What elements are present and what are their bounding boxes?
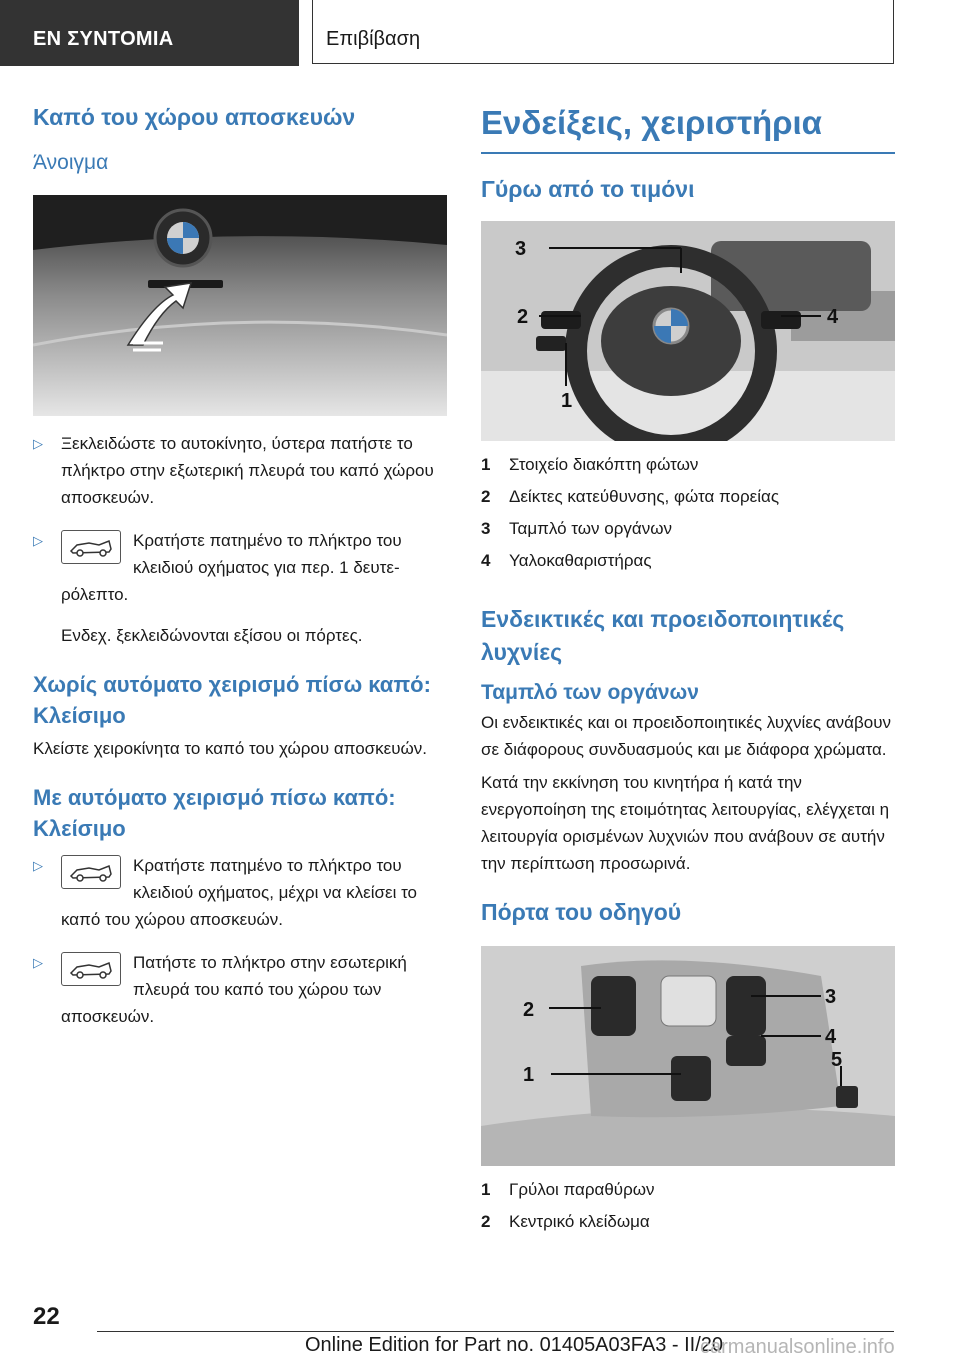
warning-lights-subtitle: Ενδεικτικές και προειδοποιητικές λυχνίες xyxy=(481,605,845,665)
list-item: 2 Κεντρικό κλείδωμα xyxy=(481,1211,650,1231)
step-auto-close-key xyxy=(33,852,447,933)
driver-door-photo xyxy=(481,946,895,1166)
trunk-photo xyxy=(33,195,447,416)
triangle-bullet-icon: ▷ xyxy=(33,436,43,451)
door-callout-5: 5 xyxy=(831,1048,843,1071)
steering-wheel-illustration xyxy=(481,221,895,441)
steering-wheel-subtitle: Γύρω από το τιμόνι xyxy=(481,175,695,202)
footer-rule xyxy=(97,1331,894,1332)
trunk-title: Καπό του χώρου αποσκευών xyxy=(33,104,356,130)
car-trunk-key-icon xyxy=(61,530,121,564)
car-trunk-button-icon xyxy=(61,952,121,986)
triangle-bullet-icon: ▷ xyxy=(33,533,43,548)
driver-door-subtitle: Πόρτα του οδηγού xyxy=(481,898,682,925)
step-key-hold-text: Κρατήστε πατημένο το πλήκτρο του κλειδιού οχήματος για περ. 1 δευτερόλεπτο. xyxy=(61,531,402,604)
triangle-bullet-icon: ▷ xyxy=(33,955,43,970)
steering-wheel-legend xyxy=(481,453,895,581)
wheel-callout-2: 2 xyxy=(517,305,529,328)
trunk-illustration xyxy=(33,195,447,416)
triangle-bullet-icon: ▷ xyxy=(33,858,43,873)
list-item: 3 Ταμπλό των οργάνων xyxy=(481,518,672,538)
list-item: 2 Δείκτες κατεύθυνσης, φώτα πορείας xyxy=(481,486,780,506)
door-callout-4: 4 xyxy=(825,1025,837,1048)
page-number: 22 xyxy=(33,1303,60,1330)
list-item: 1 Στοιχείο διακόπτη φώτων xyxy=(481,454,699,474)
lights-paragraph-1: Οι ενδεικτικές και οι προειδοποιητικές λυχνίες ανάβουν σε διάφορους συνδυασμούς και με διάφορα χρώματα. xyxy=(481,712,892,759)
door-callout-2: 2 xyxy=(523,998,535,1021)
door-callout-1: 1 xyxy=(523,1063,535,1086)
step-unlock xyxy=(33,430,447,511)
manual-close-text: Κλείστε χειροκίνητα το καπό του χώρου αποσκευών. xyxy=(33,739,428,758)
wheel-callout-4: 4 xyxy=(827,305,839,328)
wheel-callout-1: 1 xyxy=(561,389,573,412)
auto-close-title: Με αυτόματο χειρισμό πίσω καπό: Κλείσιμο xyxy=(33,785,396,841)
step-auto-close-button xyxy=(33,949,447,1030)
manual-close-title: Χωρίς αυτόματο χειρισμό πίσω καπό: Κλείσιμο xyxy=(33,672,431,728)
left-column xyxy=(33,100,447,1030)
watermark-text: carmanualsonline.info xyxy=(700,1336,895,1358)
car-trunk-key-icon xyxy=(61,855,121,889)
right-column xyxy=(481,100,895,1242)
driver-door-legend xyxy=(481,1178,895,1242)
driver-door-illustration xyxy=(481,946,895,1166)
chapter-tab-label: Επιβίβαση xyxy=(326,28,421,50)
section-tab-label: ΕΝ ΣΥΝΤΟΜΙΑ xyxy=(33,28,174,50)
step-unlock-text: Ξεκλειδώστε το αυτοκίνητο, ύστερα πατήστε το πλήκτρο στην εξωτερική πλευρά του καπό χώρου αποσκευών. xyxy=(61,434,434,507)
steering-wheel-photo xyxy=(481,221,895,441)
section-tab[interactable] xyxy=(0,0,299,66)
controls-title: Ενδείξεις, χειριστήρια xyxy=(481,104,822,141)
doors-unlock-note: Ενδεχ. ξεκλειδώνονται εξίσου οι πόρτες. xyxy=(61,626,363,645)
chapter-tab[interactable] xyxy=(312,0,894,64)
door-callout-3: 3 xyxy=(825,985,837,1008)
list-item: 4 Υαλοκαθαριστήρας xyxy=(481,550,652,570)
edition-text: Online Edition for Part no. 01405A03FA3 - II/20 xyxy=(305,1334,724,1356)
step-key-hold xyxy=(33,527,447,649)
instrument-cluster-subtitle: Ταμπλό των οργάνων xyxy=(481,680,699,704)
lights-paragraph-2: Κατά την εκκίνηση του κινητήρα ή κατά την ενεργοποίηση της ετοιμότητας λειτουργίας, ελέγχεται η λειτουργία ορισμένων λυχνιών που ανάβουν σε αυτήν την περίπτωση προσωρινά. xyxy=(481,772,890,873)
list-item: 1 Γρύλοι παραθύρων xyxy=(481,1179,655,1199)
wheel-callout-3: 3 xyxy=(515,237,527,260)
step-auto-close-key-text: Κρατήστε πατημένο το πλήκτρο του κλειδιού οχήματος, μέχρι να κλείσει το καπό του χώρου αποσκευών. xyxy=(61,856,418,929)
opening-subtitle: Άνοιγμα xyxy=(33,151,109,174)
title-rule xyxy=(481,152,895,154)
step-auto-close-button-text: Πατήστε το πλήκτρο στην εσωτερική πλευρά του καπό του χώρου των αποσκευών. xyxy=(61,953,407,1026)
